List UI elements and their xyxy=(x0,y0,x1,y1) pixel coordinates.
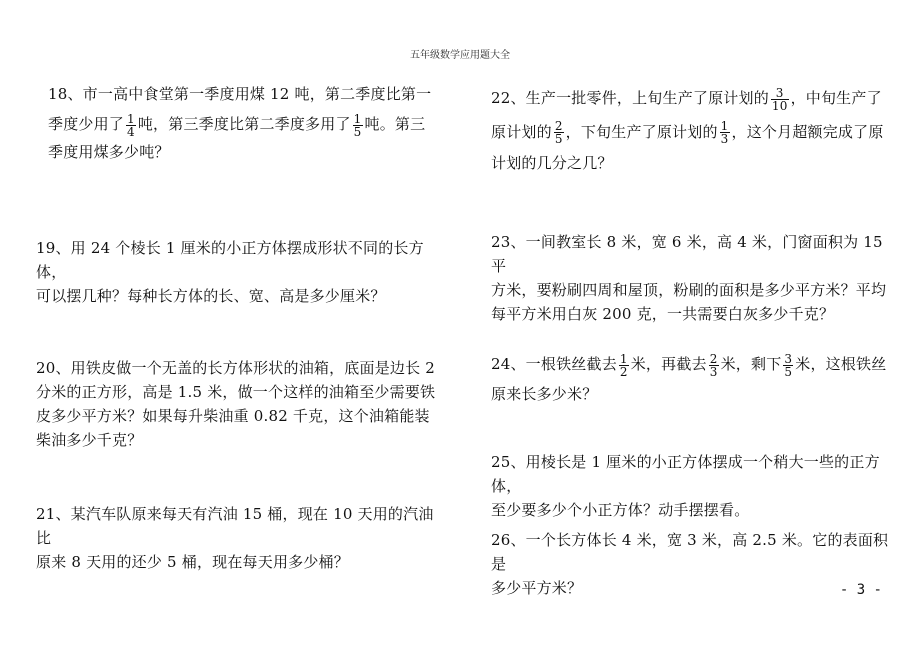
question-18-line-3: 季度用煤多少吨？ xyxy=(48,142,170,161)
question-26-line-1: 26、一个长方体长 4 米，宽 3 米，高 2.5 米。它的表面积是 xyxy=(491,531,889,573)
fraction-three-tenths: $\frac{3}{10}$ xyxy=(771,85,788,113)
question-18-line-2 xyxy=(48,112,448,138)
question-21-line-1: 21、某汽车队原来每天有汽油 15 桶，现在 10 天用的汽油比 xyxy=(36,505,434,547)
question-22-line-2 xyxy=(491,120,891,146)
question-20 xyxy=(36,356,448,452)
question-20-line-1: 20、用铁皮做一个无盖的长方体形状的油箱，底面是边长 2 xyxy=(36,359,436,377)
question-25 xyxy=(491,450,891,522)
question-19 xyxy=(36,236,448,308)
question-26 xyxy=(491,528,891,600)
question-22-text-d: ，下旬生产了原计划的 xyxy=(565,122,718,141)
fraction-two-thirds: $\frac{2}{3}$ xyxy=(709,351,718,379)
question-18-text-c: 吨，第三季度比第二季度多用了 xyxy=(137,115,351,133)
question-22-text-a: 22、生产一批零件，上旬生产了原计划的 xyxy=(491,89,769,107)
question-24-text-c: 米，剩下 xyxy=(720,355,782,373)
question-23-line-2: 方米，要粉刷四周和屋顶，粉刷的面积是多少平方米？平均 xyxy=(491,281,887,299)
question-20-line-4: 柴油多少千克？ xyxy=(36,431,143,449)
fraction-one-fifth: $\frac{1}{5}$ xyxy=(353,111,362,139)
question-22 xyxy=(491,86,891,175)
question-25-line-1: 25、用棱长是 1 厘米的小正方体摆成一个稍大一些的正方体， xyxy=(491,453,880,495)
question-23-line-1: 23、一间教室长 8 米，宽 6 米，高 4 米，门窗面积为 15 平 xyxy=(491,233,883,275)
question-21-line-2: 原来 8 天用的还少 5 桶，现在每天用多少桶？ xyxy=(36,553,349,571)
page-header-title: 五年级数学应用题大全 xyxy=(410,50,510,61)
question-24-text-a: 24、一根铁丝截去 xyxy=(491,355,617,373)
question-18-line-1: 18、市一高中食堂第一季度用煤 12 吨，第二季度比第一 xyxy=(48,85,432,103)
question-22-text-b: ，中旬生产了 xyxy=(790,89,882,107)
question-18-text-b: 季度少用了 xyxy=(48,115,125,133)
question-23-line-3: 每平方米用白灰 200 克，一共需要白灰多少千克？ xyxy=(491,305,835,323)
fraction-three-fifths: $\frac{3}{5}$ xyxy=(784,351,793,379)
question-18 xyxy=(48,82,448,164)
question-22-line-3: 计划的几分之几？ xyxy=(491,154,613,172)
fraction-one-third: $\frac{1}{3}$ xyxy=(720,119,729,146)
question-24-line-2: 原来长多少米？ xyxy=(491,384,598,403)
question-23 xyxy=(491,230,891,326)
question-24-line-1 xyxy=(491,352,891,378)
question-22-line-1 xyxy=(491,86,891,112)
question-25-line-2: 至少要多少个小正方体？动手摆摆看。 xyxy=(491,501,750,519)
question-20-line-2: 分米的正方形，高是 1.5 米，做一个这样的油箱至少需要铁 xyxy=(36,383,436,401)
question-22-text-c: 原计划的 xyxy=(491,122,552,141)
question-22-text-e: ，这个月超额完成了原 xyxy=(731,122,884,141)
fraction-two-fifths: $\frac{2}{5}$ xyxy=(554,119,563,146)
question-21 xyxy=(36,502,448,574)
question-19-line-2: 可以摆几种？每种长方体的长、宽、高是多少厘米？ xyxy=(36,287,386,305)
fraction-one-half: $\frac{1}{2}$ xyxy=(619,351,628,379)
question-20-line-3: 皮多少平方米？如果每升柴油重 0.82 千克，这个油箱能装 xyxy=(36,407,430,425)
question-19-line-1: 19、用 24 个棱长 1 厘米的小正方体摆成形状不同的长方体， xyxy=(36,239,424,281)
question-24-text-b: 米，再截去 xyxy=(630,355,707,373)
page-number: - 3 - xyxy=(839,582,882,598)
question-24-text-d: 米，这根铁丝 xyxy=(795,355,887,373)
question-24 xyxy=(491,352,891,406)
question-18-text-d: 吨。第三 xyxy=(364,115,426,133)
question-26-line-2: 多少平方米？ xyxy=(491,579,583,597)
fraction-one-quarter: $\frac{1}{4}$ xyxy=(127,111,135,139)
